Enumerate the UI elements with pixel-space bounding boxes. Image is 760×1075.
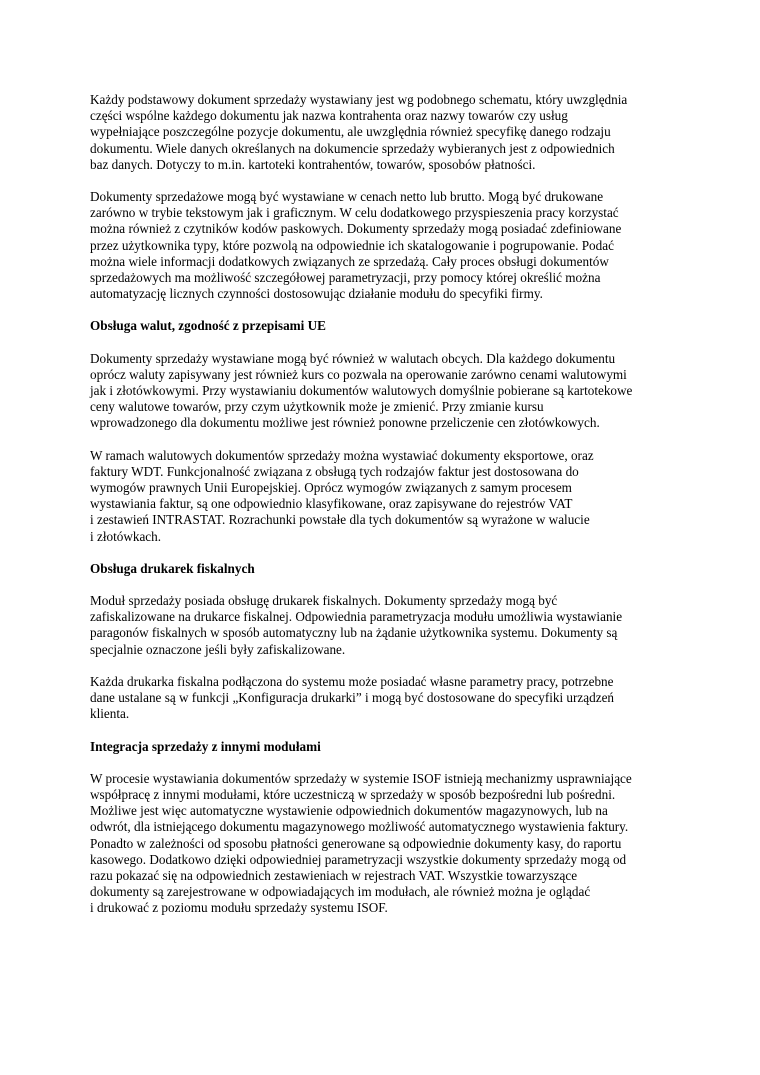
- text-line: ceny walutowe towarów, przy czym użytkownik może je zmienić. Przy zmianie kursu: [90, 399, 544, 415]
- text-line: i złotówkach.: [90, 528, 162, 544]
- text-line: Moduł sprzedaży posiada obsługę drukarek fiskalnych. Dokumenty sprzedaży mogą być: [90, 593, 558, 609]
- paragraph-currencies-2: [90, 448, 680, 545]
- text-line: dane ustalane są w funkcji „Konfiguracja drukarki” i mogą być dostosowane do specyfiki urządzeń: [90, 690, 615, 706]
- text-line: odwrót, dla istniejącego dokumentu magazynowego możliwość automatycznego wystawienia faktury.: [90, 819, 629, 835]
- text-line: W ramach walutowych dokumentów sprzedaży można wystawiać dokumenty eksportowe, oraz: [90, 447, 594, 463]
- text-line: W procesie wystawiania dokumentów sprzedaży w systemie ISOF istnieją mechanizmy usprawniające: [90, 770, 632, 786]
- text-line: można również z czytników kodów paskowych. Dokumenty sprzedaży mogą posiadać zdefiniowane: [90, 221, 622, 237]
- text-line: części wspólne każdego dokumentu jak nazwa kontrahenta oraz nazwy towarów czy usług: [90, 108, 568, 124]
- text-line: wymogów prawnych Unii Europejskiej. Oprócz wymogów związanych z samym procesem: [90, 480, 572, 496]
- text-line: można wiele informacji dodatkowych związanych ze sprzedażą. Cały proces obsługi dokumentów: [90, 253, 609, 269]
- document-page: [90, 92, 680, 933]
- paragraph-integration-1: [90, 771, 680, 917]
- paragraph-fiscal-2: [90, 674, 680, 723]
- text-line: i zestawień INTRASTAT. Rozrachunki powstałe dla tych dokumentów są wyrażone w walucie: [90, 512, 590, 528]
- text-line: zafiskalizowane na drukarce fiskalnej. Odpowiednia parametryzacja modułu umożliwia wystawianie: [90, 609, 623, 625]
- text-line: i drukować z poziomu modułu sprzedaży systemu ISOF.: [90, 900, 388, 916]
- paragraph-currencies-1: [90, 351, 680, 432]
- paragraph-fiscal-1: [90, 593, 680, 658]
- text-line: razu pokazać się na odpowiednich zestawieniach w rejestrach VAT. Wszystkie towarzyszące: [90, 867, 578, 883]
- text-line: dokumentu. Wiele danych określanych na dokumencie sprzedaży wybieranych jest z odpowiednich: [90, 140, 615, 156]
- text-line: kasowego. Dodatkowo dzięki odpowiedniej parametryzacji wszystkie dokumenty sprzedaży mogą od: [90, 851, 627, 867]
- text-line: wystawiania faktur, są one odpowiednio klasyfikowane, oraz zapisywane do rejestrów VAT: [90, 496, 573, 512]
- text-line: Dokumenty sprzedażowe mogą być wystawiane w cenach netto lub brutto. Mogą być drukowane: [90, 189, 604, 205]
- text-line: Dokumenty sprzedaży wystawiane mogą być również w walutach obcych. Dla każdego dokumentu: [90, 350, 616, 366]
- section-heading: Obsługa walut, zgodność z przepisami UE: [90, 318, 326, 334]
- paragraph-intro-2: [90, 189, 680, 302]
- section-heading: Obsługa drukarek fiskalnych: [90, 560, 255, 576]
- text-line: dokumenty są zarejestrowane w odpowiadających im modułach, ale również można je oglądać: [90, 884, 591, 900]
- text-line: Ponadto w zależności od sposobu płatności generowane są odpowiednie dokumenty kasy, do raportu: [90, 835, 622, 851]
- text-line: jak i złotówkowymi. Przy wystawianiu dokumentów walutowych domyślnie pobierane są kartotekowe: [90, 383, 633, 399]
- text-line: oprócz waluty zapisywany jest również kurs co pozwala na operowanie zarówno cenami walutowymi: [90, 366, 627, 382]
- text-line: paragonów fiskalnych w sposób automatyczny lub na żądanie użytkownika systemu. Dokumenty są: [90, 625, 618, 641]
- text-line: faktury WDT. Funkcjonalność związana z obsługą tych rodzajów faktur jest dostosowana do: [90, 463, 579, 479]
- text-line: wypełniające poszczególne pozycje dokumentu, ale uwzględnia również specyfikę danego rodzaju: [90, 124, 611, 140]
- text-line: baz danych. Dotyczy to m.in. kartoteki kontrahentów, towarów, sposobów płatności.: [90, 156, 536, 172]
- text-line: przez użytkownika typy, które pozwolą na odpowiednie ich skatalogowanie i pogrupowanie. Podać: [90, 237, 614, 253]
- section-intro: [90, 92, 680, 302]
- text-line: Każda drukarka fiskalna podłączona do systemu może posiadać własne parametry pracy, potrzebne: [90, 673, 614, 689]
- text-line: Każdy podstawowy dokument sprzedaży wystawiany jest wg podobnego schematu, który uwzględnia: [90, 92, 628, 107]
- section-fiscal-printers: [90, 561, 680, 723]
- text-line: zarówno w trybie tekstowym jak i graficznym. W celu dodatkowego przyspieszenia pracy korzystać: [90, 205, 619, 221]
- paragraph-intro-1: [90, 92, 680, 173]
- text-line: sprzedażowych ma możliwość szczegółowej parametryzacji, przy pomocy której określić można: [90, 270, 601, 286]
- section-heading: Integracja sprzedaży z innymi modułami: [90, 738, 321, 754]
- text-line: klienta.: [90, 706, 130, 722]
- text-line: specjalnie oznaczone jeśli były zafiskalizowane.: [90, 641, 346, 657]
- section-currencies: [90, 318, 680, 544]
- text-line: Możliwe jest więc automatyczne wystawienie odpowiednich dokumentów magazynowych, lub na: [90, 803, 608, 819]
- text-line: współpracę z innymi modułami, które uczestniczą w sprzedaży w sposób bezpośredni lub pośredni.: [90, 786, 616, 802]
- text-line: automatyzację licznych czynności dostosowując działanie modułu do specyfiki firmy.: [90, 286, 543, 302]
- text-line: wprowadzonego dla dokumentu możliwe jest również ponowne przeliczenie cen złotówkowych.: [90, 415, 600, 431]
- section-integration: [90, 739, 680, 917]
